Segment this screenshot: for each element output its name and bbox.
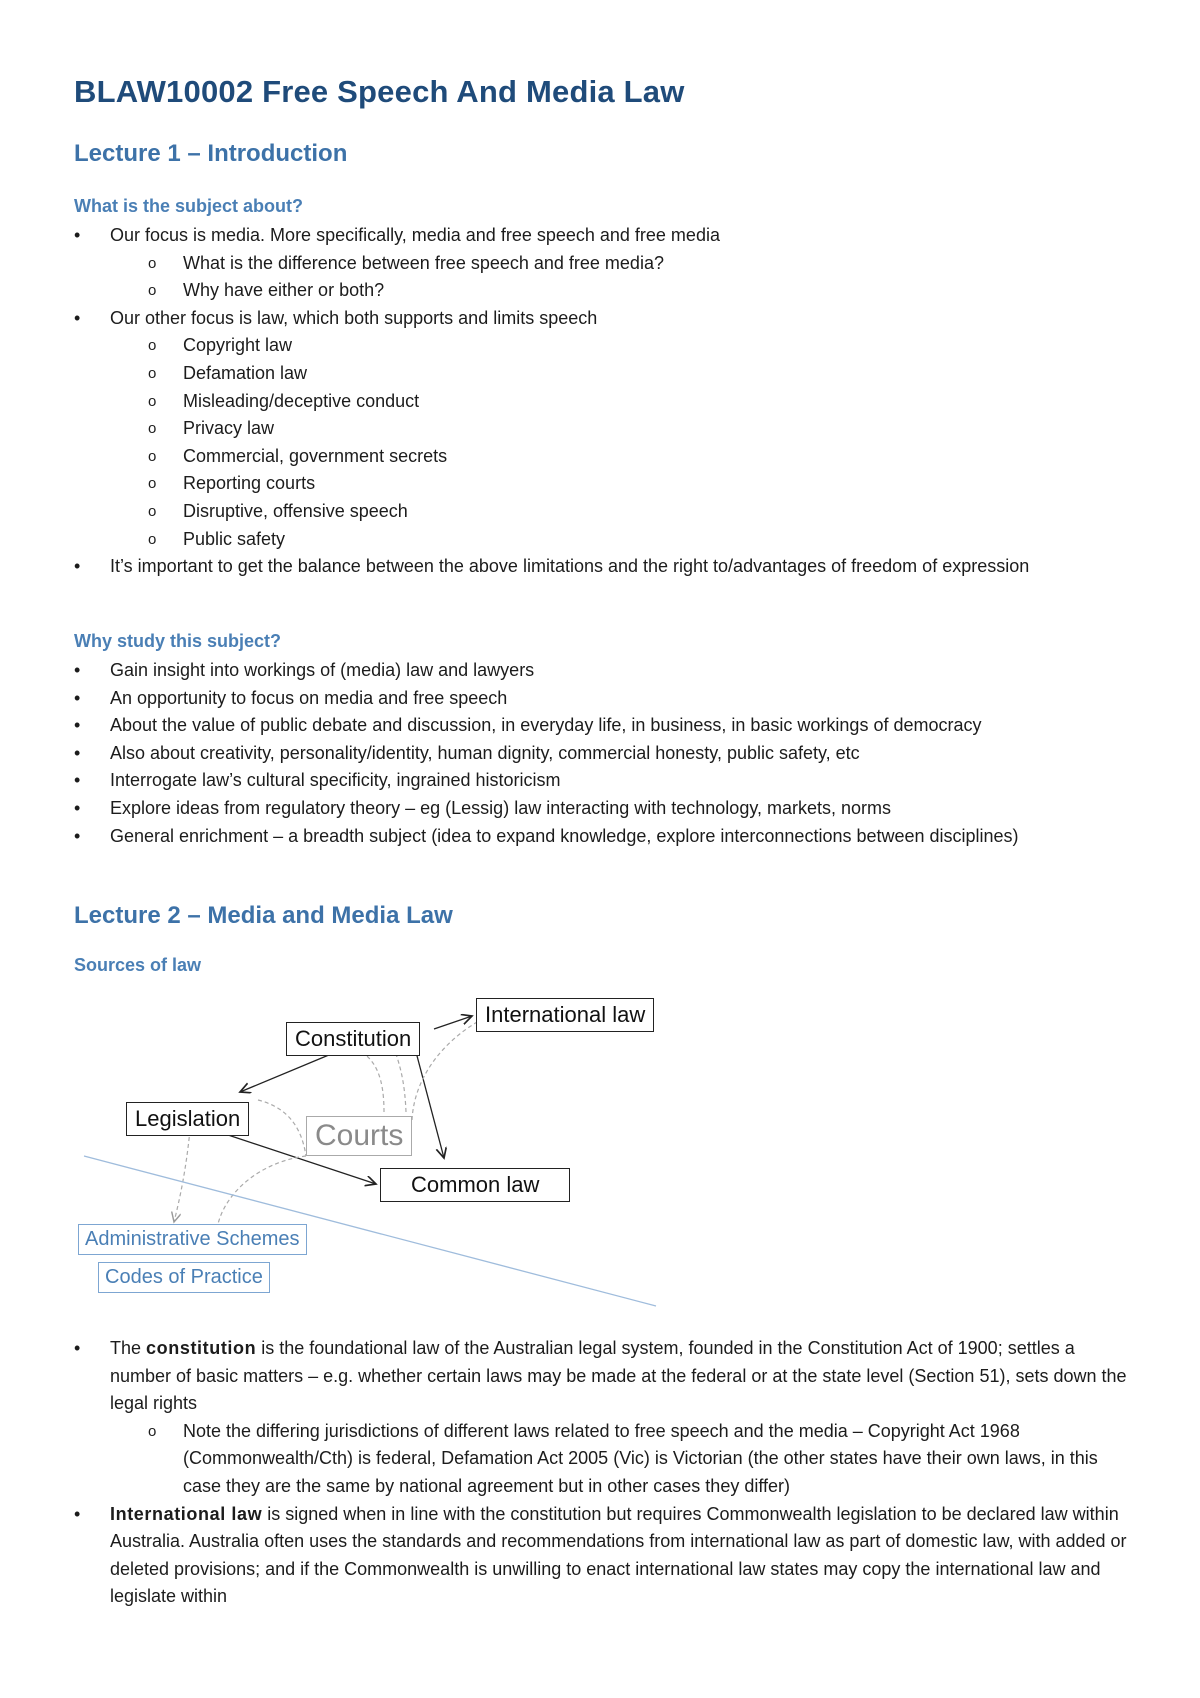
sources-of-law-list bbox=[74, 1335, 1134, 1611]
list-item bbox=[74, 305, 1134, 553]
why-study-heading: Why study this subject? bbox=[74, 631, 282, 651]
list-item: • General enrichment – a breadth subject (idea to expand knowledge, explore interconnections between disciplines) bbox=[74, 823, 1134, 851]
arrow-constitution-to-international bbox=[434, 1016, 472, 1029]
international-law-keyword: International law bbox=[110, 1503, 263, 1524]
sub-list-item: o What is the difference between free speech and free media? bbox=[110, 250, 1134, 278]
sub-list-item: o Commercial, government secrets bbox=[110, 443, 1134, 471]
constitution-bullet-text: is the foundational law of the Australian legal system, founded in the Constitution Act of 1900; settles a number of basic matters – e.g. whether certain laws may be made at the federal or at the state level (Section 51), sets down the legal rights bbox=[110, 1338, 1127, 1414]
sub-list bbox=[110, 250, 1134, 305]
list-item bbox=[74, 1335, 1134, 1501]
codes-of-practice-box: Codes of Practice bbox=[98, 1262, 270, 1293]
list-item bbox=[74, 553, 1134, 581]
sources-of-law-heading: Sources of law bbox=[74, 955, 202, 975]
sources-of-law-diagram bbox=[0, 970, 700, 1320]
dashed-courts-to-constitution-2 bbox=[396, 1054, 406, 1112]
administrative-schemes-box: Administrative Schemes bbox=[78, 1224, 307, 1255]
sub-list bbox=[110, 332, 1134, 553]
list-item-text: It’s important to get the balance between the above limitations and the right to/advantages of freedom of expression bbox=[110, 556, 1030, 577]
sub-list-item: o Privacy law bbox=[110, 415, 1134, 443]
dashed-courts-to-constitution bbox=[362, 1052, 384, 1112]
sub-list-item: o Misleading/deceptive conduct bbox=[110, 388, 1134, 416]
list-item-text: Our other focus is law, which both supports and limits speech bbox=[110, 307, 598, 328]
sub-list-item: o Reporting courts bbox=[110, 470, 1134, 498]
list-item bbox=[74, 222, 1134, 305]
list-item: • Interrogate law’s cultural specificity, ingrained historicism bbox=[74, 767, 1134, 795]
subject-about-list bbox=[74, 222, 1134, 581]
sub-list-item: o Public safety bbox=[110, 526, 1134, 554]
sub-list-item: o Copyright law bbox=[110, 332, 1134, 360]
constitution-keyword: constitution bbox=[146, 1338, 257, 1358]
list-item-text: Our focus is media. More specifically, media and free speech and free media bbox=[110, 225, 720, 245]
list-item: • Gain insight into workings of (media) law and lawyers bbox=[74, 657, 1134, 685]
courts-box: Courts bbox=[306, 1116, 412, 1156]
subject-about-heading: What is the subject about? bbox=[74, 196, 304, 216]
why-study-list bbox=[74, 657, 1134, 850]
international-law-bullet-text: is signed when in line with the constitution but requires Commonwealth legislation to be declared law within Australia. Australia often uses the standards and recommendations from international law as part of domestic law, with added or deleted provisions; and if the Commonwealth is unwilling to enact international law states may copy the international law and legislate within bbox=[110, 1503, 1127, 1607]
lecture-2-heading: Lecture 2 – Media and Media Law bbox=[74, 902, 453, 929]
dashed-courts-to-international bbox=[412, 1018, 484, 1120]
international-law-box: International law bbox=[476, 998, 654, 1032]
lecture-1-heading: Lecture 1 – Introduction bbox=[74, 140, 348, 167]
sub-list-item: o Note the differing jurisdictions of different laws related to free speech and the media – Copyright Act 1968 (Commonwealth/Cth) is federal, Defamation Act 2005 (Vic) is Victorian (the other states have their own laws, in this case they are the same by national agreement but in other cases they differ) bbox=[110, 1418, 1134, 1501]
constitution-box: Constitution bbox=[286, 1022, 420, 1056]
list-item: • About the value of public debate and discussion, in everyday life, in business, in basic workings of democracy bbox=[74, 712, 1134, 740]
list-item: • Explore ideas from regulatory theory – eg (Lessig) law interacting with technology, markets, norms bbox=[74, 795, 1134, 823]
arrow-constitution-to-common-law bbox=[416, 1052, 444, 1158]
legislation-box: Legislation bbox=[126, 1102, 249, 1136]
list-item: • An opportunity to focus on media and free speech bbox=[74, 685, 1134, 713]
sub-list-item: o Why have either or both? bbox=[110, 277, 1134, 305]
arrow-constitution-to-legislation bbox=[240, 1052, 336, 1092]
constitution-bullet-before: The bbox=[110, 1338, 147, 1358]
common-law-box: Common law bbox=[380, 1168, 570, 1202]
dashed-legislation-to-admin bbox=[174, 1130, 190, 1222]
document-title: BLAW10002 Free Speech And Media Law bbox=[74, 74, 685, 109]
list-item bbox=[74, 1501, 1134, 1611]
sub-list bbox=[110, 1418, 1134, 1501]
list-item: • Also about creativity, personality/identity, human dignity, commercial honesty, public safety, etc bbox=[74, 740, 1134, 768]
sub-list-item: o Defamation law bbox=[110, 360, 1134, 388]
dashed-courts-to-admin bbox=[218, 1156, 306, 1224]
sub-list-item: o Disruptive, offensive speech bbox=[110, 498, 1134, 526]
